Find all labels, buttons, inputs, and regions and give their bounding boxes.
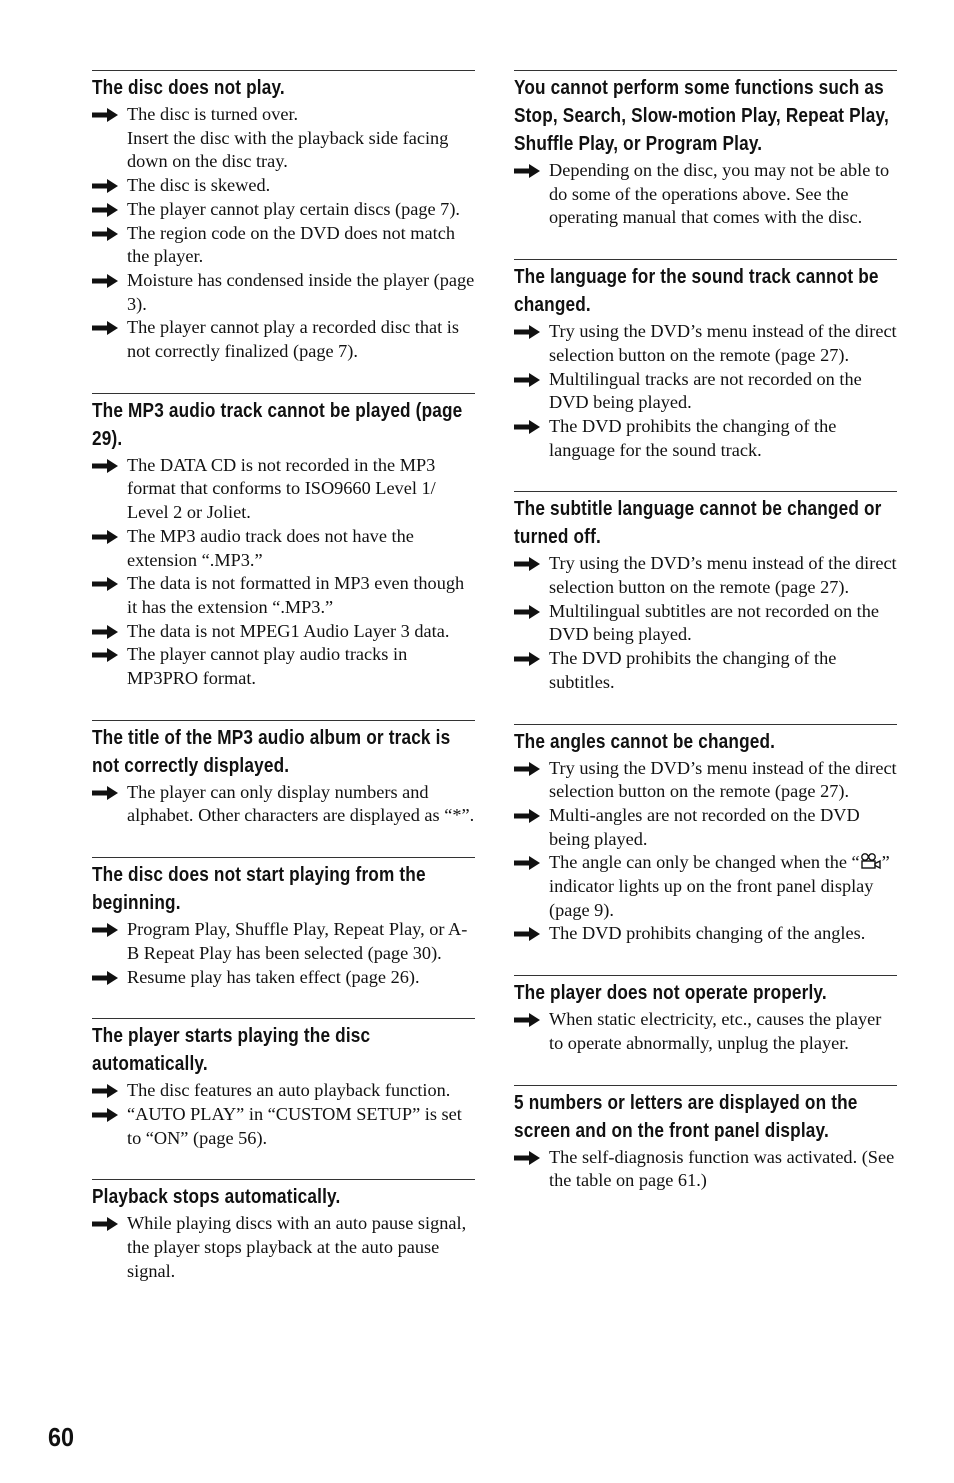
remedy-item [514, 922, 897, 946]
remedy-text: Multi-angles are not recorded on the DVD being played. [549, 804, 860, 849]
arrow-bullet-icon [514, 856, 540, 870]
arrow-bullet-icon [514, 1151, 540, 1165]
remedy-item [514, 757, 897, 804]
remedy-text: “AUTO PLAY” in “CUSTOM SETUP” is set to “ON” (page 56). [127, 1103, 462, 1148]
remedy-text: The player cannot play a recorded disc that is not correctly finalized (page 7). [127, 317, 459, 362]
arrow-bullet-icon [92, 108, 118, 122]
arrow-bullet-icon [514, 927, 540, 941]
remedy-text: The data is not formatted in MP3 even though it has the extension “.MP3.” [127, 573, 465, 617]
troubleshooting-section [92, 857, 475, 989]
remedy-item [92, 198, 475, 222]
arrow-bullet-icon [92, 1084, 118, 1098]
arrow-bullet-icon [514, 809, 540, 823]
remedy-item [514, 320, 897, 367]
remedy-text: When static electricity, etc., causes the player to operate abnormally, unplug the player. [549, 1009, 882, 1053]
remedy-list [514, 320, 897, 462]
arrow-bullet-icon [514, 557, 540, 571]
arrow-bullet-icon [514, 373, 540, 387]
remedy-item [92, 269, 475, 316]
remedy-text: Try using the DVD’s menu instead of the direct selection button on the remote (page 27). [549, 757, 897, 802]
remedy-item [514, 552, 897, 599]
remedy-item [92, 1103, 475, 1150]
remedy-list [92, 103, 475, 364]
section-title: The player does not operate properly. [514, 982, 827, 1005]
remedy-text: The player can only display numbers and alphabet. Other characters are displayed as “*”. [127, 781, 475, 826]
remedy-text: The MP3 audio track does not have the extension “.MP3.” [127, 525, 414, 570]
remedy-text: The region code on the DVD does not match the player. [127, 222, 455, 267]
remedy-item [92, 454, 475, 525]
remedy-text: The DVD prohibits changing of the angles. [549, 923, 866, 944]
remedy-item [514, 647, 897, 694]
remedy-text: The disc is skewed. [127, 175, 271, 196]
remedy-item [514, 415, 897, 462]
remedy-item [514, 368, 897, 415]
troubleshooting-section [514, 724, 897, 947]
remedy-list [514, 159, 897, 230]
remedy-text: The DVD prohibits the changing of the subtitles. [549, 648, 837, 692]
section-title: The subtitle language cannot be changed or turned off. [514, 498, 882, 549]
remedy-item [92, 781, 475, 828]
remedy-item [92, 643, 475, 690]
remedy-text: Resume play has taken effect (page 26). [127, 966, 420, 987]
troubleshooting-section [92, 393, 475, 691]
troubleshooting-section [92, 1179, 475, 1283]
arrow-bullet-icon [514, 762, 540, 776]
remedy-text: The disc is turned over. Insert the disc with the playback side facing down on the disc tray. [127, 104, 449, 172]
remedy-item [92, 525, 475, 572]
section-title: The player starts playing the disc automatically. [92, 1025, 371, 1076]
section-title: The disc does not start playing from the beginning. [92, 864, 426, 915]
arrow-bullet-icon [92, 648, 118, 662]
remedy-text: While playing discs with an auto pause signal, the player stops playback at the auto pause signal. [127, 1213, 467, 1281]
troubleshooting-section [514, 259, 897, 462]
arrow-bullet-icon [514, 420, 540, 434]
remedy-text: Multilingual subtitles are not recorded on the DVD being played. [549, 600, 879, 645]
remedy-item [514, 851, 897, 922]
remedy-item [92, 620, 475, 644]
remedy-list [514, 552, 897, 694]
remedy-text: The self-diagnosis function was activated. (See the table on page 61.) [549, 1146, 895, 1191]
remedy-item [92, 103, 475, 174]
right-column [514, 70, 897, 1222]
section-title: The angles cannot be changed. [514, 730, 776, 753]
remedy-text: Multilingual tracks are not recorded on the DVD being played. [549, 368, 862, 413]
remedy-text: Try using the DVD’s menu instead of the direct selection button on the remote (page 27). [549, 553, 897, 598]
arrow-bullet-icon [92, 203, 118, 217]
arrow-bullet-icon [92, 971, 118, 985]
arrow-bullet-icon [92, 321, 118, 335]
remedy-text: The disc features an auto playback function. [127, 1080, 451, 1101]
remedy-item [514, 804, 897, 851]
arrow-bullet-icon [92, 1217, 118, 1231]
section-title: 5 numbers or letters are displayed on the screen and on the front panel display. [514, 1091, 858, 1142]
arrow-bullet-icon [514, 605, 540, 619]
remedy-list [514, 757, 897, 947]
angle-camera-icon [860, 853, 882, 870]
remedy-text: Program Play, Shuffle Play, Repeat Play, or A-B Repeat Play has been selected (page 30). [127, 919, 468, 963]
remedy-text: The angle can only be changed when the “ ” indicator lights up on the front panel display (page 9). [549, 852, 890, 920]
section-title: The MP3 audio track cannot be played (page 29). [92, 399, 463, 450]
remedy-list [514, 1008, 897, 1055]
remedy-item [92, 316, 475, 363]
section-title: The title of the MP3 audio album or track is not correctly displayed. [92, 726, 451, 777]
remedy-item [92, 222, 475, 269]
arrow-bullet-icon [514, 652, 540, 666]
remedy-item [514, 159, 897, 230]
left-column [92, 70, 475, 1313]
arrow-bullet-icon [92, 179, 118, 193]
remedy-text: The DATA CD is not recorded in the MP3 format that conforms to ISO9660 Level 1/ Level 2 or Joliet. [127, 454, 436, 523]
remedy-list [514, 1146, 897, 1193]
section-title: The disc does not play. [92, 77, 285, 99]
troubleshooting-section [92, 1018, 475, 1150]
remedy-text: The data is not MPEG1 Audio Layer 3 data. [127, 620, 450, 641]
remedy-item [92, 918, 475, 965]
remedy-item [514, 1008, 897, 1055]
arrow-bullet-icon [92, 625, 118, 639]
remedy-item [92, 1212, 475, 1283]
arrow-bullet-icon [92, 274, 118, 288]
arrow-bullet-icon [514, 325, 540, 339]
remedy-item [92, 572, 475, 619]
arrow-bullet-icon [514, 1013, 540, 1027]
section-title: Playback stops automatically. [92, 1186, 341, 1209]
troubleshooting-section [514, 1085, 897, 1193]
remedy-text: The DVD prohibits the changing of the language for the sound track. [549, 415, 837, 460]
remedy-item [92, 966, 475, 990]
remedy-list [92, 918, 475, 989]
remedy-text: Moisture has condensed inside the player (page 3). [127, 269, 475, 314]
remedy-list [92, 1079, 475, 1150]
remedy-list [92, 1212, 475, 1283]
arrow-bullet-icon [92, 923, 118, 937]
remedy-text: The player cannot play audio tracks in MP3PRO format. [127, 644, 408, 689]
remedy-text: Depending on the disc, you may not be able to do some of the operations above. See the operating manual that comes with the disc. [549, 160, 890, 228]
arrow-bullet-icon [92, 577, 118, 591]
arrow-bullet-icon [92, 786, 118, 800]
remedy-item [92, 174, 475, 198]
arrow-bullet-icon [514, 164, 540, 178]
troubleshooting-section [92, 720, 475, 828]
remedy-item [514, 600, 897, 647]
remedy-item [92, 1079, 475, 1103]
remedy-list [92, 781, 475, 828]
troubleshooting-section [514, 491, 897, 694]
section-title: You cannot perform some functions such as Stop, Search, Slow-motion Play, Repeat Play, Shuffle Play, or Program Play. [514, 77, 889, 155]
arrow-bullet-icon [92, 530, 118, 544]
arrow-bullet-icon [92, 459, 118, 473]
troubleshooting-section [514, 975, 897, 1055]
troubleshooting-section [514, 70, 897, 230]
remedy-list [92, 454, 475, 691]
troubleshooting-section [92, 70, 475, 364]
arrow-bullet-icon [92, 227, 118, 241]
remedy-text: The player cannot play certain discs (page 7). [127, 198, 460, 219]
page-number: 60 [48, 1422, 75, 1452]
remedy-text: Try using the DVD’s menu instead of the direct selection button on the remote (page 27). [549, 321, 897, 365]
arrow-bullet-icon [92, 1108, 118, 1122]
section-title: The language for the sound track cannot be changed. [514, 266, 879, 317]
remedy-item [514, 1146, 897, 1193]
